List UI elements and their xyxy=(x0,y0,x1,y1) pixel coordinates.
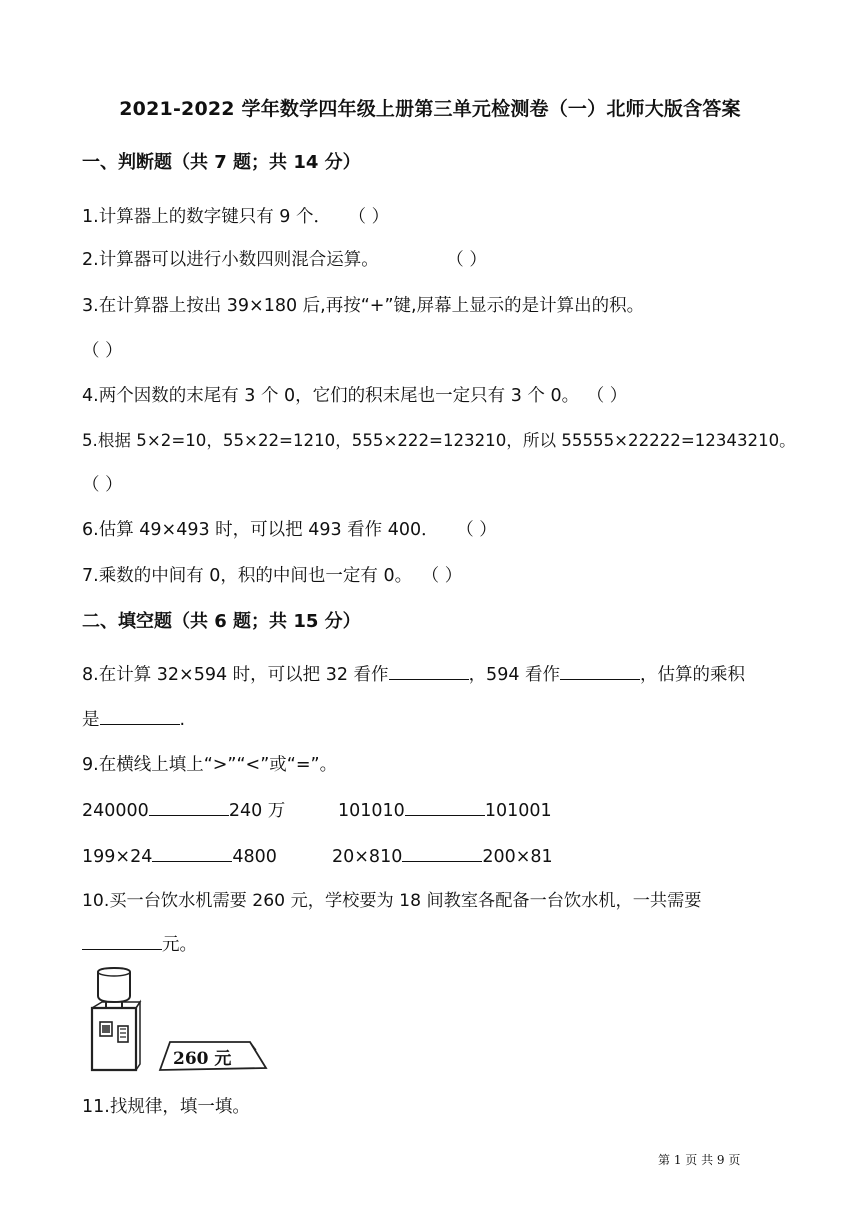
compare-right: 240 万 xyxy=(228,801,286,821)
question-text: 元。 xyxy=(162,935,197,955)
answer-parentheses: （ ） xyxy=(82,475,123,495)
answer-blank[interactable] xyxy=(405,797,485,816)
compare-pair xyxy=(82,843,277,867)
answer-blank[interactable] xyxy=(402,843,482,862)
question-8-continued xyxy=(82,706,185,731)
question-text: ，594 看作 xyxy=(468,665,561,685)
question-5-answer-line xyxy=(82,471,123,496)
section-heading-fill-blank: 二、填空题（共 6 题；共 15 分） xyxy=(82,611,361,632)
question-4 xyxy=(82,382,627,407)
question-text: 4.两个因数的末尾有 3 个 0，它们的积末尾也一定只有 3 个 0。 xyxy=(82,386,580,406)
answer-parentheses: （ ） xyxy=(348,207,390,227)
question-9 xyxy=(82,751,337,776)
question-text: 8.在计算 32×594 时，可以把 32 看作 xyxy=(82,665,389,685)
question-8 xyxy=(82,661,745,686)
answer-blank[interactable] xyxy=(389,661,469,680)
question-text: 9.在横线上填上“>”“<”或“=”。 xyxy=(82,755,338,775)
answer-parentheses: （ ） xyxy=(446,250,487,270)
question-text: . xyxy=(179,710,186,730)
question-11 xyxy=(82,1093,250,1118)
compare-left: 101010 xyxy=(338,801,405,821)
answer-blank[interactable] xyxy=(560,661,640,680)
question-3-answer-line xyxy=(82,337,123,362)
question-text: 6.估算 49×493 时，可以把 493 看作 400． xyxy=(82,520,439,540)
page-number: 第 1 页 共 9 页 xyxy=(658,1153,741,1167)
question-10-continued xyxy=(82,931,197,956)
question-text: 是 xyxy=(82,710,100,730)
question-1 xyxy=(82,203,389,228)
compare-left: 199×24 xyxy=(82,847,153,867)
compare-right: 200×81 xyxy=(482,847,553,867)
question-5 xyxy=(82,427,796,451)
section-heading-true-false: 一、判断题（共 7 题；共 14 分） xyxy=(82,152,361,173)
water-dispenser-icon xyxy=(84,966,274,1074)
compare-pair xyxy=(332,843,553,867)
answer-blank[interactable] xyxy=(149,797,229,816)
price-tag-label: 260 元 xyxy=(173,1049,232,1069)
compare-pair xyxy=(82,797,285,822)
question-text: 5.根据 5×2=10，55×22=1210，555×222=123210，所以 55555×22222=12343210。 xyxy=(82,431,796,450)
question-2 xyxy=(82,246,487,271)
question-text: 2.计算器可以进行小数四则混合运算。 xyxy=(82,250,379,270)
answer-parentheses: （ ） xyxy=(82,341,123,361)
answer-blank[interactable] xyxy=(100,706,180,725)
question-10 xyxy=(82,886,702,911)
question-text: 7.乘数的中间有 0，积的中间也一定有 0。 xyxy=(82,566,413,586)
question-3 xyxy=(82,292,644,317)
question-7 xyxy=(82,562,462,587)
compare-right: 101001 xyxy=(484,801,552,821)
compare-left: 240000 xyxy=(82,801,149,821)
page-footer xyxy=(658,1151,745,1168)
question-text: 11.找规律，填一填。 xyxy=(82,1097,250,1117)
answer-parentheses: （ ） xyxy=(421,566,463,586)
compare-right: 4800 xyxy=(232,847,277,867)
question-6 xyxy=(82,516,497,541)
answer-parentheses: （ ） xyxy=(456,520,497,540)
question-text: 1.计算器上的数字键只有 9 个． xyxy=(82,207,331,227)
compare-pair xyxy=(338,797,552,821)
compare-left: 20×810 xyxy=(332,847,403,867)
answer-blank[interactable] xyxy=(152,843,232,862)
question-text: ，估算的乘积 xyxy=(640,665,746,685)
answer-parentheses: （ ） xyxy=(586,386,628,406)
question-text: 10.买一台饮水机需要 260 元，学校要为 18 间教室各配备一台饮水机，一共需要 xyxy=(82,891,702,911)
question-text: 3.在计算器上按出 39×180 后,再按“+”键,屏幕上显示的是计算出的积。 xyxy=(82,296,645,316)
water-dispenser-figure xyxy=(84,966,274,1074)
document-title: 2021-2022 学年数学四年级上册第三单元检测卷（一）北师大版含答案 xyxy=(119,98,741,120)
answer-blank[interactable] xyxy=(82,931,162,950)
